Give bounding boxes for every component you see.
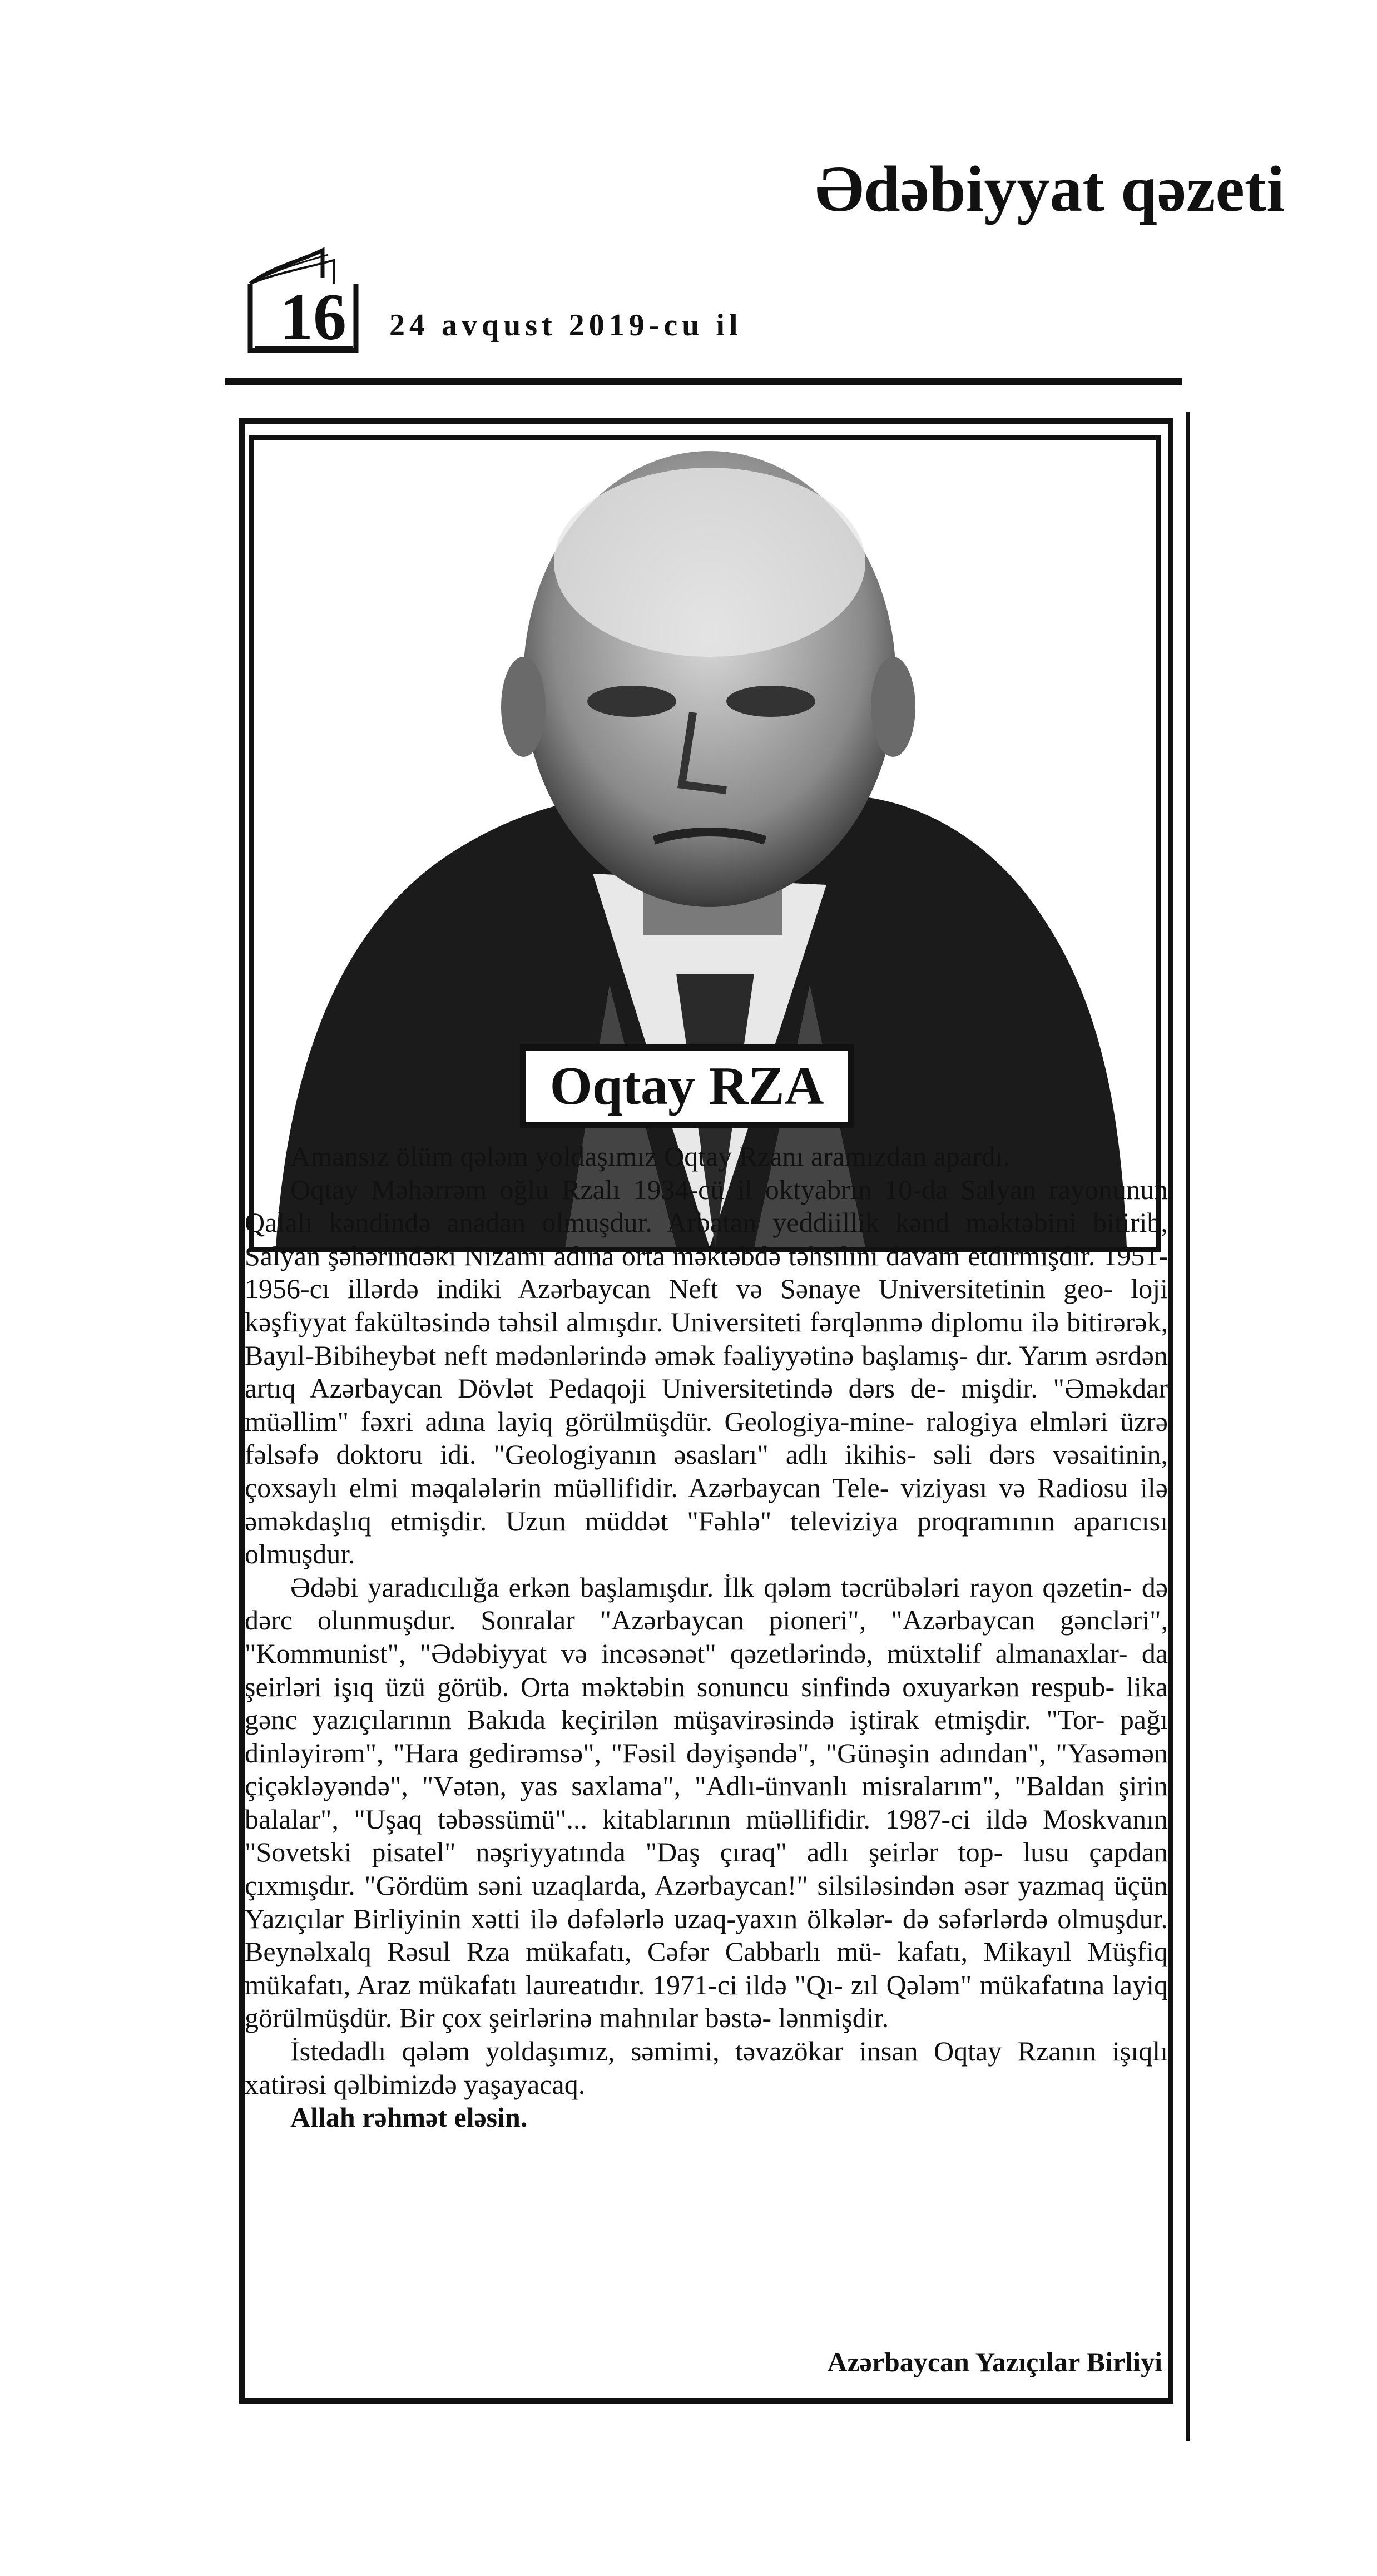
text-line: ralogiya elmləri üzrə fəlsəfə doktoru idi. "Geologiyanın əsasları" adlı ikihis- (245, 1405, 1168, 1470)
text-line: "Yasəmən çiçəkləyəndə", "Vətən, yas saxlama", "Adlı-ünvanlı misralarım", (245, 1737, 1168, 1802)
portrait-photo (249, 435, 1161, 1252)
text-line: pağı dinləyirəm", "Hara gedirəmsə", "Fəsil dəyişəndə", "Günəşin adından", (245, 1704, 1168, 1768)
text-line: zıl Qələm" mükafatına layiq görülmüşdür. Bir çox şeirlərinə mahnılar bəstə- (245, 1969, 1168, 2034)
signature: Azərbaycan Yazıçılar Birliyi (827, 2346, 1162, 2377)
text-line: xatirəsi qəlbimizdə yaşayacaq. (245, 2068, 586, 2100)
text-line: loji kəşfiyyat fakültəsində təhsil almışdır. Universiteti fərqlənmə diplomu ilə (245, 1273, 1168, 1337)
text-line: İstedadlı qələm yoldaşımız, səmimi, təvazökar insan Oqtay Rzanın işıqlı (290, 2035, 1168, 2067)
text-line: lənmişdir. (778, 2002, 889, 2034)
text-line: 1951-1956-cı illərdə indiki Azərbaycan Neft və Sənaye Universitetinin geo- (245, 1240, 1168, 1305)
text-line: lusu çapdan çıxmışdır. "Gördüm səni uzaqlarda, Azərbaycan!" silsiləsindən (245, 1836, 1168, 1901)
newspaper-masthead: Ədəbiyyat qəzeti (815, 152, 1285, 225)
text-line: də səfərlərdə olmuşdur. Beynəlxalq Rəsul Rza mükafatı, Cəfər Cabbarlı mü- (245, 1903, 1168, 1968)
page-number-badge (239, 245, 367, 356)
text-line: Ədəbi yaradıcılığa erkən başlamışdır. İlk qələm təcrübələri rayon qəzetin- (290, 1571, 1132, 1603)
text-line: "Baldan şirin balalar", "Uşaq təbəssümü"... kitablarının müəllifidir. 1987-ci (245, 1770, 1168, 1835)
text-line: də dərc olunmuşdur. Sonralar "Azərbaycan pioneri", "Azərbaycan gəncləri", (245, 1571, 1168, 1636)
text-line: Oqtay Məhərrəm oğlu Rzalı 1934-cü il oktyabrın 10-da Salyan rayonunun (290, 1173, 1168, 1205)
text-line: Amansız ölüm qələm yoldaşımız Oqtay Rzanı aramızdan apardı. (290, 1141, 1011, 1172)
column-rule (1186, 412, 1190, 2441)
text-line: əsər yazmaq üçün Yazıçılar Birliyinin xətti ilə dəfələrlə uzaq-yaxın ölkələr- (245, 1870, 1168, 1934)
deceased-name-box (520, 1044, 854, 1128)
text-line: lika gənc yazıçılarının Bakıda keçirilən müşavirəsində iştirak etmişdir. "Tor- (245, 1671, 1168, 1736)
header-rule (225, 378, 1182, 385)
text-line: bitirərək, Bayıl-Bibiheybət neft mədənlərində əmək fəaliyyətinə başlamış- (245, 1306, 1168, 1371)
text-line: viziyası və Radiosu ilə əməkdaşlıq etmişdir. Uzun müddət "Fəhlə" televiziya (245, 1472, 1168, 1537)
text-line: da şeirləri işıq üzü görüb. Orta məktəbin sonuncu sinfində oxuyarkən respub- (245, 1637, 1168, 1702)
deceased-name: Oqtay RZA (549, 1056, 824, 1116)
page-number: 16 (280, 280, 346, 354)
paragraph-biography (245, 1173, 1168, 1571)
text-line: dır. Yarım əsrdən artıq Azərbaycan Dövlət Pedaqoji Universitetində dərs de- (245, 1339, 1168, 1404)
text-line: ildə Moskvanın "Sovetski pisatel" nəşriyyatında "Daş çıraq" adlı şeirlər top- (245, 1803, 1168, 1868)
text-line: "Kommunist", "Ədəbiyyat və incəsənət" qəzetlərində, müxtəlif almanaxlar- (245, 1637, 1128, 1669)
text-line: proqramının aparıcısı olmuşdur. (245, 1505, 1168, 1570)
text-line: Salyan şəhərindəki Nizami adına orta məktəbdə təhsilini davam etdirmişdir. (245, 1240, 1103, 1271)
paragraph-1 (245, 1140, 1168, 1173)
paragraph-literary-career (245, 1571, 1168, 2035)
text-line: kafatı, Mikayıl Müşfiq mükafatı, Araz mükafatı laureatıdır. 1971-ci ildə "Qı- (245, 1936, 1168, 2000)
obituary-text (245, 1140, 1168, 2134)
text-line: Qalalı kəndində anadan olmuşdur. Arbatan yeddiillik kənd məktəbini bitirib, (245, 1207, 1168, 1239)
paragraph-memory (245, 2035, 1168, 2101)
issue-date: 24 avqust 2019-cu il (389, 308, 742, 343)
closing-line: Allah rəhmət eləsin. (290, 2102, 528, 2133)
text-line: mişdir. "Əməkdar müəllim" fəxri adına layiq görülmüşdür. Geologiya-mine- (245, 1373, 1168, 1437)
text-line: səli dərs vəsaitinin, çoxsaylı elmi məqalələrin müəllifidir. Azərbaycan Tele- (245, 1439, 1168, 1503)
